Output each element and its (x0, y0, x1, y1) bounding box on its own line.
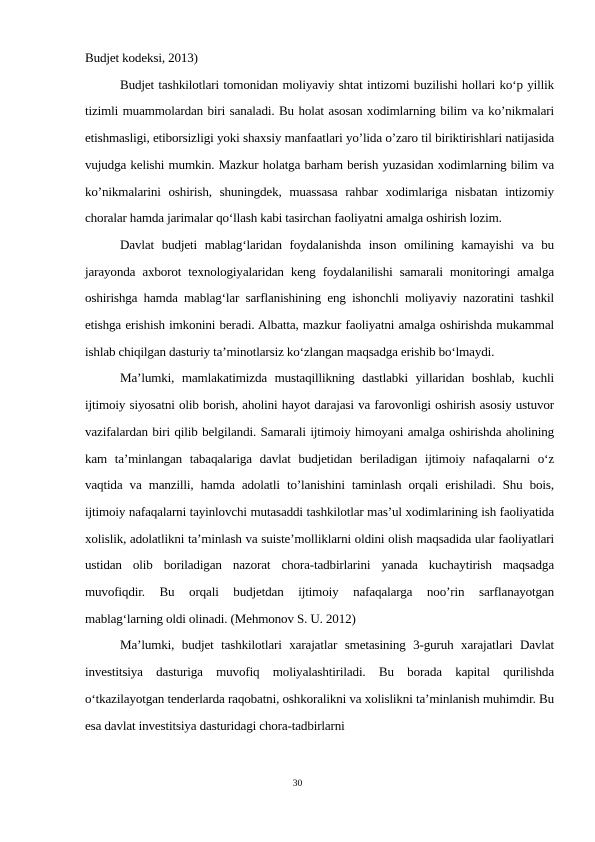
paragraph-citation-continuation: Budjet kodeksi, 2013) (85, 50, 198, 65)
paragraph-discipline-violations: Budjet tashkilotlari tomonidan moliyaviy shtat intizomi buzilishi hollari ko‘p yillik tizimli muammolardan biri sanaladi. Bu holat asosan xodimlarning bilim va ko’nikmalari etishmasligi, etiborsizligi yoki shaxsiy manfaatlari yo’lida o’zaro til biriktirishlari natijasida vujudga kelishi mumkin. Mazkur holatga barham berish yuzasidan xodimlarning bilim va ko’nikmalarini oshirish, shuningdek, muassasa rahbar xodimlariga nisbatan intizomiy choralar hamda jarimalar qo‘llash kabi tasirchan faoliyatni amalga oshirish lozim. (85, 76, 554, 226)
document-body (85, 45, 554, 739)
page-number: 30 (292, 779, 303, 789)
paragraph-investment-program: Ma’lumki, budjet tashkilotlari xarajatlar smetasining 3-guruh xarajatlari Davlat investitsiya dasturiga muvofiq moliyalashtiriladi. Bu borada kapital qurilishda o‘tkazilayotgan tenderlarda raqobatni, oshkoralikni va xolislikni ta’minlanish muhimdir. Bu esa davlat investitsiya dasturidagi chora-tadbirlarni (85, 637, 554, 733)
paragraph-information-technology: Davlat budjeti mablag‘laridan foydalanishda inson omilining kamayishi va bu jarayonda axborot texnologiyalaridan keng foydalanilishi samarali monitoringi amalga oshirishga hamda mablag‘lar sarflanishining eng ishonchli moliyaviy nazoratini tashkil etishga erishish imkonini beradi. Albatta, mazkur faoliyatni amalga oshirishda mukammal ishlab chiqilgan dasturiy ta’minotlarsiz ko‘zlangan maqsadga erishib bo‘lmaydi. (85, 236, 554, 359)
paragraph-social-policy: Ma’lumki, mamlakatimizda mustaqillikning dastlabki yillaridan boshlab, kuchli ijtimoiy siyosatni olib borish, aholini hayot darajasi va farovonligi oshirish asosiy ustuvor vazifalardan biri qilib belgilandi. Samarali ijtimoiy himoyani amalga oshirishda aholining kam ta’minlangan tabaqalariga davlat budjetidan beriladigan ijtimoiy nafaqalarni o‘z vaqtida va manzilli, hamda adolatli to’lanishini taminlash orqali erishiladi. Shu bois, ijtimoiy nafaqalarni tayinlovchi mutasaddi tashkilotlar mas’ul xodimlarining ish faoliyatida xolislik, adolatlikni ta’minlash va suiste’molliklarni oldini olish maqsadida ular faoliyatlari ustidan olib boriladigan nazorat chora-tadbirlarini yanada kuchaytirish maqsadga muvofiqdir. Bu orqali budjetdan ijtimoiy nafaqalarga noo’rin sarflanayotgan mablag‘larning oldi olinadi. (Mehmonov S. U. 2012) (85, 370, 554, 626)
